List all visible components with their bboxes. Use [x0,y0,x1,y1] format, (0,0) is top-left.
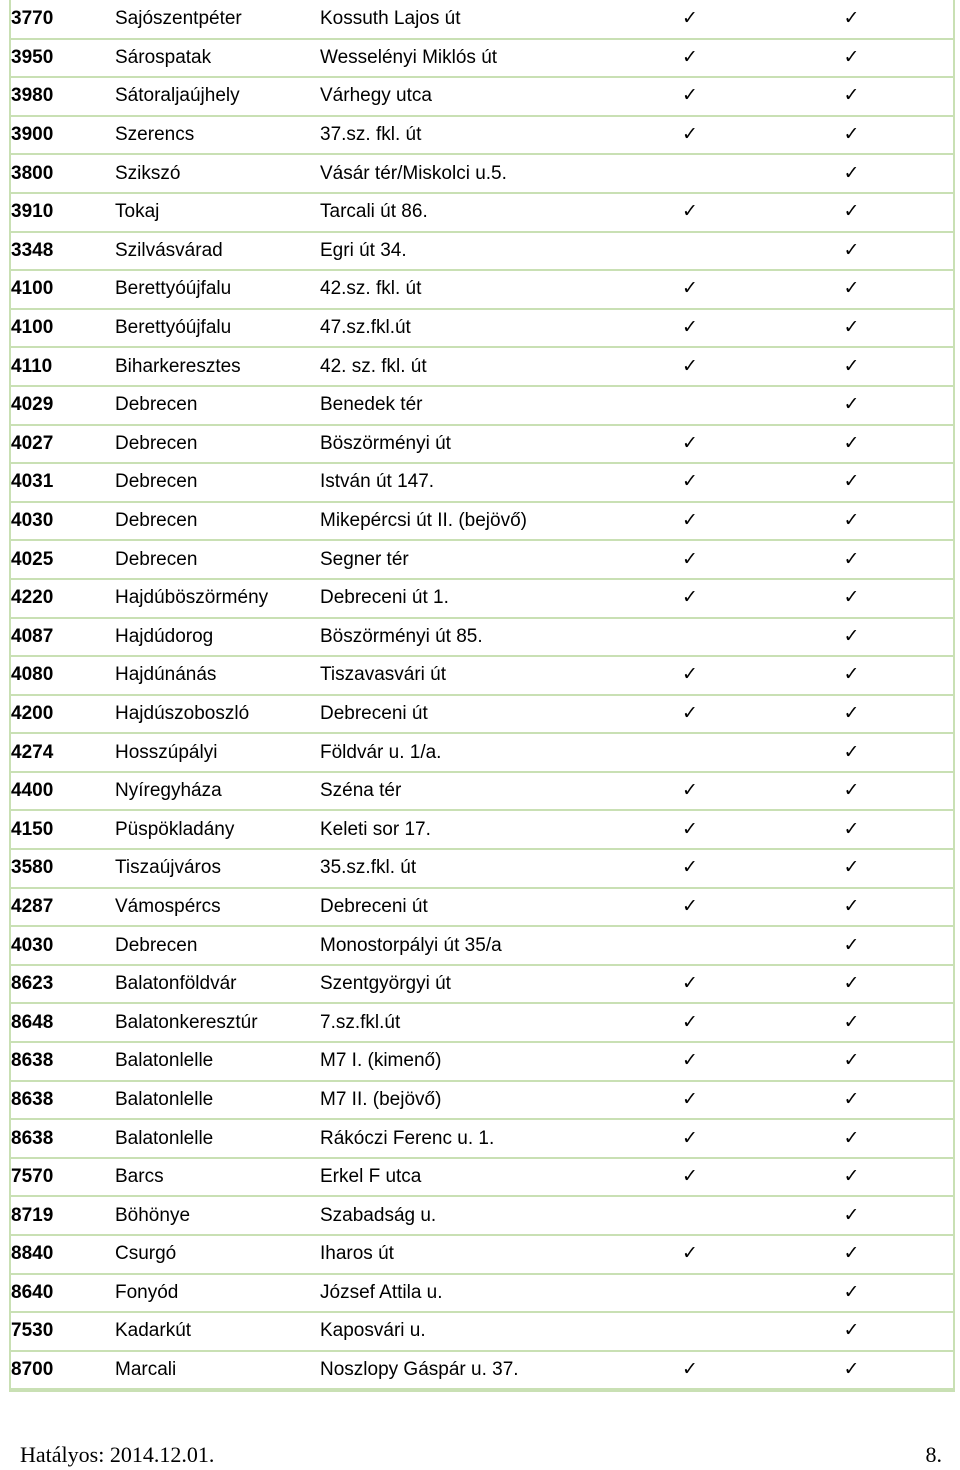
zip-code-cell: 4080 [11,656,115,695]
zip-code-cell: 8648 [11,1003,115,1042]
check-2-cell: ✓ [750,193,953,232]
zip-code-cell: 8638 [11,1081,115,1120]
city-cell: Biharkeresztes [115,347,320,386]
check-1-cell [630,926,750,965]
check-1-cell: ✓ [630,1081,750,1120]
city-cell: Debrecen [115,463,320,502]
zip-code-cell: 4025 [11,540,115,579]
city-cell: Debrecen [115,425,320,464]
check-1-cell: ✓ [630,1119,750,1158]
table-row [11,1312,953,1351]
table-row [11,502,953,541]
address-cell: 42.sz. fkl. út [320,270,630,309]
check-1-cell: ✓ [630,1235,750,1274]
city-cell: Szikszó [115,154,320,193]
address-cell: Tiszavasvári út [320,656,630,695]
city-cell: Balatonkeresztúr [115,1003,320,1042]
check-2-cell: ✓ [750,309,953,348]
check-2-cell: ✓ [750,1351,953,1390]
address-cell: Szabadság u. [320,1196,630,1235]
address-cell: 47.sz.fkl.út [320,309,630,348]
address-cell: Iharos út [320,1235,630,1274]
table-row [11,888,953,927]
table-row [11,270,953,309]
address-cell: Benedek tér [320,386,630,425]
check-1-cell [630,232,750,271]
city-cell: Fonyód [115,1274,320,1313]
zip-code-cell: 4029 [11,386,115,425]
address-cell: Debreceni út 1. [320,579,630,618]
check-1-cell: ✓ [630,116,750,155]
zip-code-cell: 3348 [11,232,115,271]
address-cell: Mikepércsi út II. (bejövő) [320,502,630,541]
check-1-cell: ✓ [630,579,750,618]
zip-code-cell: 8719 [11,1196,115,1235]
check-1-cell [630,1196,750,1235]
address-cell: 35.sz.fkl. út [320,849,630,888]
address-cell: 7.sz.fkl.út [320,1003,630,1042]
check-2-cell: ✓ [750,1042,953,1081]
address-cell: Vásár tér/Miskolci u.5. [320,154,630,193]
table-row [11,193,953,232]
check-1-cell: ✓ [630,540,750,579]
check-1-cell: ✓ [630,695,750,734]
address-cell: M7 II. (bejövő) [320,1081,630,1120]
table-row [11,154,953,193]
check-2-cell: ✓ [750,386,953,425]
table-row [11,1274,953,1313]
city-cell: Csurgó [115,1235,320,1274]
check-2-cell: ✓ [750,502,953,541]
table-row [11,849,953,888]
address-cell: Tarcali út 86. [320,193,630,232]
zip-code-cell: 7530 [11,1312,115,1351]
check-1-cell: ✓ [630,888,750,927]
zip-code-cell: 8638 [11,1042,115,1081]
check-1-cell: ✓ [630,1003,750,1042]
table-row [11,540,953,579]
check-2-cell: ✓ [750,0,953,39]
check-2-cell: ✓ [750,695,953,734]
table-row [11,579,953,618]
table-row [11,1081,953,1120]
effective-date: Hatályos: 2014.12.01. [20,1442,215,1467]
check-1-cell [630,1274,750,1313]
check-2-cell: ✓ [750,347,953,386]
table-row [11,116,953,155]
check-1-cell: ✓ [630,656,750,695]
check-2-cell: ✓ [750,1274,953,1313]
city-cell: Balatonlelle [115,1119,320,1158]
check-2-cell: ✓ [750,1196,953,1235]
check-1-cell: ✓ [630,1042,750,1081]
city-cell: Tiszaújváros [115,849,320,888]
address-cell: Földvár u. 1/a. [320,733,630,772]
zip-code-cell: 3800 [11,154,115,193]
table-row [11,232,953,271]
zip-code-cell: 7570 [11,1158,115,1197]
check-2-cell: ✓ [750,965,953,1004]
check-2-cell: ✓ [750,849,953,888]
address-cell: Noszlopy Gáspár u. 37. [320,1351,630,1390]
check-1-cell [630,1312,750,1351]
zip-code-cell: 4400 [11,772,115,811]
zip-code-cell: 3770 [11,0,115,39]
check-1-cell: ✓ [630,77,750,116]
zip-code-cell: 8623 [11,965,115,1004]
city-cell: Debrecen [115,502,320,541]
address-cell: Monostorpályi út 35/a [320,926,630,965]
check-1-cell: ✓ [630,965,750,1004]
city-cell: Sátoraljaújhely [115,77,320,116]
check-2-cell: ✓ [750,463,953,502]
city-cell: Kadarkút [115,1312,320,1351]
address-cell: Erkel F utca [320,1158,630,1197]
address-cell: Böszörményi út 85. [320,618,630,657]
check-2-cell: ✓ [750,39,953,78]
table-row [11,1119,953,1158]
check-2-cell: ✓ [750,1235,953,1274]
check-1-cell: ✓ [630,772,750,811]
check-1-cell: ✓ [630,1351,750,1390]
check-2-cell: ✓ [750,656,953,695]
city-cell: Vámospércs [115,888,320,927]
zip-code-cell: 4274 [11,733,115,772]
table-row [11,347,953,386]
zip-code-cell: 3980 [11,77,115,116]
zip-code-cell: 4110 [11,347,115,386]
address-cell: Széna tér [320,772,630,811]
address-cell: Debreceni út [320,695,630,734]
check-1-cell [630,618,750,657]
check-2-cell: ✓ [750,154,953,193]
table-row [11,733,953,772]
check-2-cell: ✓ [750,810,953,849]
city-cell: Berettyóújfalu [115,270,320,309]
table-row [11,618,953,657]
page-number: 8. [925,1442,942,1467]
table-row [11,810,953,849]
check-1-cell: ✓ [630,1158,750,1197]
address-cell: Várhegy utca [320,77,630,116]
table-row [11,656,953,695]
zip-code-cell: 8700 [11,1351,115,1390]
city-cell: Hajdúdorog [115,618,320,657]
check-2-cell: ✓ [750,888,953,927]
table-row [11,1351,953,1390]
city-cell: Debrecen [115,386,320,425]
city-cell: Debrecen [115,926,320,965]
zip-code-cell: 4030 [11,502,115,541]
table-row [11,695,953,734]
check-1-cell: ✓ [630,425,750,464]
table-row [11,1196,953,1235]
city-cell: Hosszúpályi [115,733,320,772]
table-row [11,965,953,1004]
city-cell: Hajdúszoboszló [115,695,320,734]
check-2-cell: ✓ [750,733,953,772]
check-1-cell: ✓ [630,849,750,888]
address-cell: Kaposvári u. [320,1312,630,1351]
city-cell: Tokaj [115,193,320,232]
city-cell: Sajószentpéter [115,0,320,39]
zip-code-cell: 4220 [11,579,115,618]
zip-code-cell: 4287 [11,888,115,927]
zip-code-cell: 4031 [11,463,115,502]
address-cell: Debreceni út [320,888,630,927]
zip-code-cell: 3580 [11,849,115,888]
city-cell: Nyíregyháza [115,772,320,811]
city-cell: Barcs [115,1158,320,1197]
table-row [11,39,953,78]
zip-code-cell: 4150 [11,810,115,849]
table-row [11,1003,953,1042]
city-cell: Marcali [115,1351,320,1390]
table-row [11,425,953,464]
address-cell: Kossuth Lajos út [320,0,630,39]
check-1-cell: ✓ [630,0,750,39]
city-cell: Szilvásvárad [115,232,320,271]
zip-code-cell: 4100 [11,270,115,309]
table-row [11,386,953,425]
address-cell: István út 147. [320,463,630,502]
city-cell: Balatonföldvár [115,965,320,1004]
check-1-cell [630,733,750,772]
zip-code-cell: 3910 [11,193,115,232]
check-2-cell: ✓ [750,926,953,965]
check-1-cell: ✓ [630,309,750,348]
table-row [11,309,953,348]
address-cell: M7 I. (kimenő) [320,1042,630,1081]
check-2-cell: ✓ [750,540,953,579]
check-2-cell: ✓ [750,1158,953,1197]
check-2-cell: ✓ [750,1081,953,1120]
check-1-cell: ✓ [630,347,750,386]
address-cell: Wesselényi Miklós út [320,39,630,78]
check-2-cell: ✓ [750,425,953,464]
zip-code-cell: 8640 [11,1274,115,1313]
station-table [11,0,953,1390]
check-2-cell: ✓ [750,1119,953,1158]
zip-code-cell: 8638 [11,1119,115,1158]
table-row [11,1158,953,1197]
zip-code-cell: 3950 [11,39,115,78]
city-cell: Böhönye [115,1196,320,1235]
city-cell: Debrecen [115,540,320,579]
check-2-cell: ✓ [750,77,953,116]
check-1-cell: ✓ [630,810,750,849]
table-row [11,463,953,502]
zip-code-cell: 4087 [11,618,115,657]
table-row [11,926,953,965]
city-cell: Balatonlelle [115,1081,320,1120]
check-2-cell: ✓ [750,1312,953,1351]
address-cell: 42. sz. fkl. út [320,347,630,386]
table-row [11,0,953,39]
city-cell: Berettyóújfalu [115,309,320,348]
table-row [11,1235,953,1274]
table-row [11,1042,953,1081]
address-cell: Rákóczi Ferenc u. 1. [320,1119,630,1158]
zip-code-cell: 3900 [11,116,115,155]
city-cell: Szerencs [115,116,320,155]
check-2-cell: ✓ [750,618,953,657]
zip-code-cell: 4100 [11,309,115,348]
address-cell: Böszörményi út [320,425,630,464]
table-row [11,77,953,116]
check-1-cell: ✓ [630,463,750,502]
check-2-cell: ✓ [750,1003,953,1042]
address-cell: Szentgyörgyi út [320,965,630,1004]
check-1-cell: ✓ [630,193,750,232]
check-1-cell: ✓ [630,270,750,309]
check-1-cell [630,154,750,193]
address-cell: József Attila u. [320,1274,630,1313]
address-cell: Segner tér [320,540,630,579]
city-cell: Püspökladány [115,810,320,849]
city-cell: Hajdúnánás [115,656,320,695]
zip-code-cell: 4030 [11,926,115,965]
zip-code-cell: 8840 [11,1235,115,1274]
city-cell: Hajdúböszörmény [115,579,320,618]
check-1-cell: ✓ [630,502,750,541]
check-2-cell: ✓ [750,772,953,811]
address-cell: Egri út 34. [320,232,630,271]
address-cell: Keleti sor 17. [320,810,630,849]
check-2-cell: ✓ [750,232,953,271]
zip-code-cell: 4027 [11,425,115,464]
check-2-cell: ✓ [750,579,953,618]
check-1-cell: ✓ [630,39,750,78]
city-cell: Sárospatak [115,39,320,78]
check-1-cell [630,386,750,425]
check-2-cell: ✓ [750,270,953,309]
zip-code-cell: 4200 [11,695,115,734]
address-cell: 37.sz. fkl. út [320,116,630,155]
station-table-body [11,0,953,1389]
check-2-cell: ✓ [750,116,953,155]
table-row [11,772,953,811]
city-cell: Balatonlelle [115,1042,320,1081]
